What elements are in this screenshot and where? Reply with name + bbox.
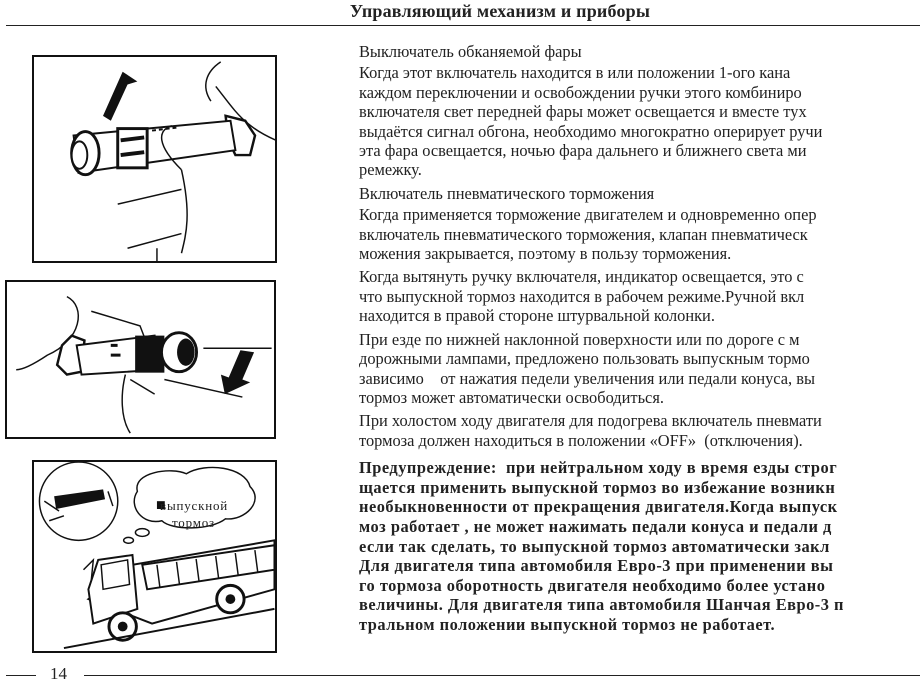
warning-line: если так сделать, то выпускной тормоз автоматически закл — [359, 536, 830, 556]
exhaust-brake-paragraph-4 — [359, 411, 920, 450]
exhaust-brake-paragraph-2 — [359, 267, 920, 325]
text-line: включателя свет передней фары может освещается и вместе тух — [359, 102, 807, 122]
footer-rule-left — [6, 675, 36, 676]
warning-line: щается применить выпускной тормоз во избежание возникн — [359, 477, 836, 497]
section-title-headlight-switch: Выключатель обканяемой фары — [359, 42, 582, 61]
text-line: Когда этот включатель находится в или положении 1-ого кана — [359, 63, 791, 83]
text-line: Когда вытянуть ручку включателя, индикатор освещается, это с — [359, 267, 804, 287]
headlight-flash-lever-illustration — [32, 55, 277, 263]
lever-up-drawing — [34, 57, 275, 261]
text-line: ремежку. — [359, 160, 422, 180]
section-title-exhaust-brake: Включатель пневматического торможения — [359, 183, 655, 203]
arrow-up-icon — [103, 72, 137, 121]
page-number: 14 — [50, 664, 67, 683]
text-line: При холостом ходу двигателя для подогрева включатель пневмати — [359, 411, 822, 431]
exhaust-brake-paragraph-3 — [359, 330, 920, 408]
text-line: что выпускной тормоз находится в рабочем режиме.Ручной вкл — [359, 286, 805, 306]
footer-rule-right — [84, 675, 920, 676]
text-line: зависимо от нажатия педели увеличения или педали конуса, вы — [359, 368, 815, 388]
text-line: каждом переключении и освобождении ручки этого комбинирo — [359, 82, 802, 102]
warning-line: величины. Для двигателя типа автомобиля Шанчая Евро-3 п — [359, 595, 844, 615]
lever-down-drawing — [7, 282, 274, 437]
warning-line: го тормоза оборотность двигателя необходимо более устано — [359, 575, 826, 595]
body-text — [359, 42, 920, 634]
text-line: включатель пневматического торможения, клапан пневматическ — [359, 224, 808, 244]
warning-line: моз работает , не может нажимать педали конуса и педали д — [359, 516, 832, 536]
text-line: дорожными лампами, предложено пользовать выпускным тормо — [359, 349, 810, 369]
warning-line: необыкновенности от прекращения двигателя.Когда выпуск — [359, 497, 838, 517]
text-line: При езде по нижней наклонной поверхности или по дороге с м — [359, 329, 800, 349]
warning-paragraph — [359, 458, 920, 634]
exhaust-brake-paragraph-1 — [359, 205, 920, 263]
page-header-title: Управляющий механизм и приборы — [349, 1, 651, 21]
text-line: можения закрывается, поэтому в пользу торможения. — [359, 244, 732, 264]
bubble-label-line2: тормоз — [172, 515, 215, 530]
truck-drawing — [34, 462, 275, 651]
warning-line: Для двигателя типа автомобиля Евро-3 при применении вы — [359, 556, 834, 576]
text-line: эта фара освещается, ночью фара дальнего и ближнего света ми — [359, 141, 807, 161]
exhaust-brake-lever-illustration — [5, 280, 276, 439]
header-rule — [6, 25, 920, 26]
arrow-down-icon — [221, 350, 254, 394]
warning-line: Предупреждение: при нейтральном ходу в время езды строг — [359, 458, 838, 478]
headlight-switch-paragraph — [359, 63, 920, 179]
text-line: находится в правой стороне штурвальной колонки. — [359, 306, 715, 326]
truck-downhill-illustration — [32, 460, 277, 653]
warning-line: тральном положении выпускной тормоз не работает. — [359, 614, 776, 634]
text-line: Когда применяется торможение двигателем и одновременно опер — [359, 205, 817, 225]
text-line: тормоза должен находиться в положении «OFF» (отключения). — [359, 430, 803, 450]
text-line: выдаётся сигнал обгона, необходимо многократно оперирует ручи — [359, 121, 823, 141]
text-line: тормоз может автоматически освободиться. — [359, 387, 664, 407]
bubble-label-line1: выпускной — [160, 498, 229, 513]
